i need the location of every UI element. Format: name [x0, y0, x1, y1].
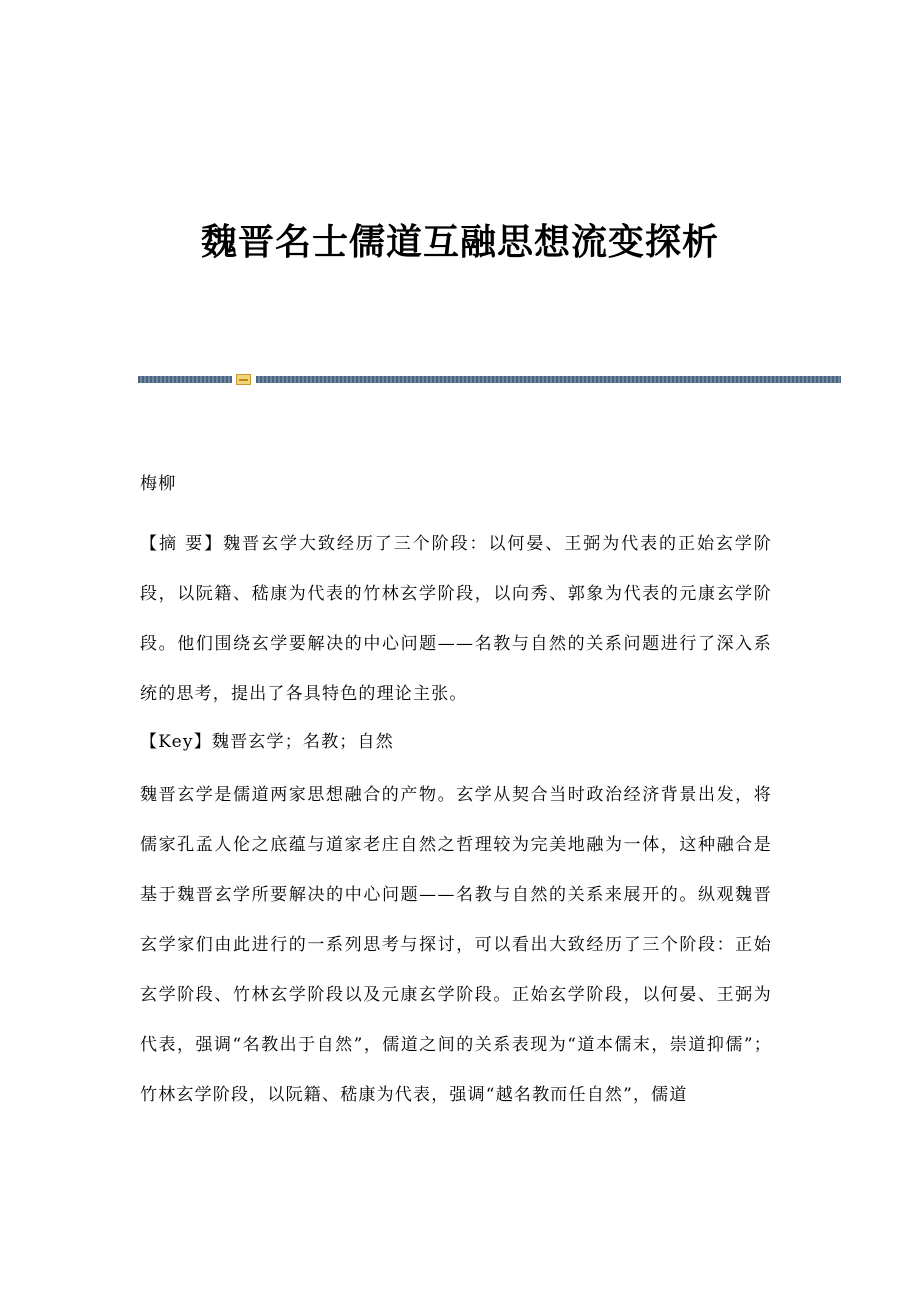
- ornament-line: [239, 379, 248, 381]
- body-paragraph: 魏晋玄学是儒道两家思想融合的产物。玄学从契合当时政治经济背景出发，将儒家孔孟人伦之底蕴与道家老庄自然之哲理较为完美地融为一体，这种融合是基于魏晋玄学所要解决的中心问题——名教与自然的关系来展开的。纵观魏晋玄学家们由此进行的一系列思考与探讨，可以看出大致经历了三个阶段：正始玄学阶段、竹林玄学阶段以及元康玄学阶段。正始玄学阶段，以何晏、王弼为代表，强调“名教出于自然”，儒道之间的关系表现为“道本儒末，崇道抑儒”；竹林玄学阶段，以阮籍、嵇康为代表，强调“越名教而任自然”，儒道: [140, 785, 772, 1105]
- abstract-paragraph: 【摘 要】魏晋玄学大致经历了三个阶段：以何晏、王弼为代表的正始玄学阶段，以阮籍、嵇康为代表的竹林玄学阶段，以向秀、郭象为代表的元康玄学阶段。他们围绕玄学要解决的中心问题——名教与自然的关系问题进行了深入系统的思考，提出了各具特色的理论主张。: [140, 534, 772, 704]
- document-title: 魏晋名士儒道互融思想流变探析: [200, 221, 719, 263]
- title-divider: [138, 374, 841, 385]
- divider-ornament-icon: [236, 374, 251, 385]
- author-name: 梅柳: [140, 474, 177, 494]
- divider-bar-left: [138, 376, 232, 383]
- divider-bar-right: [256, 376, 841, 383]
- keywords-line: 【Key】魏晋玄学；名教；自然: [140, 732, 394, 752]
